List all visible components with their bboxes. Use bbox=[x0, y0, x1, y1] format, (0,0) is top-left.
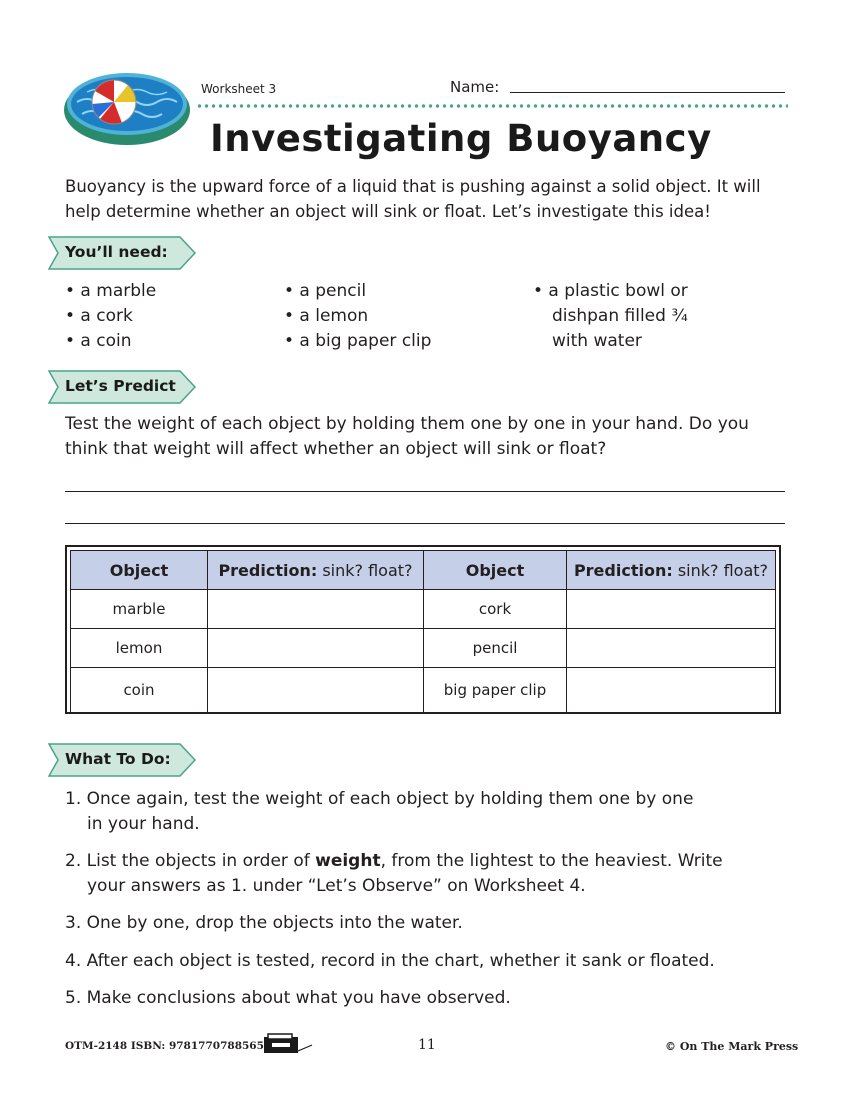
worksheet-label: Worksheet 3 bbox=[201, 82, 277, 96]
step-3: 3. One by one, drop the objects into the water. bbox=[65, 913, 463, 933]
step-5: 5. Make conclusions about what you have observed. bbox=[65, 988, 511, 1008]
step-4: 4. After each object is tested, record in the chart, whether it sank or floated. bbox=[65, 951, 715, 971]
table-row bbox=[71, 590, 776, 629]
list-item: • a big paper clip bbox=[284, 331, 432, 351]
intro-text: Buoyancy is the upward force of a liquid that is pushing against a solid object. It will help determine whether an object will sink or float. Let’s investigate this idea! bbox=[65, 177, 761, 221]
needs-tag-label: You’ll need: bbox=[65, 243, 168, 261]
table-row bbox=[71, 629, 776, 668]
prediction-table bbox=[65, 545, 781, 714]
needs-list-col1 bbox=[65, 279, 156, 354]
name-label: Name: bbox=[450, 78, 500, 96]
object-cell: big paper clip bbox=[424, 668, 567, 713]
needs-list-col3 bbox=[533, 279, 688, 354]
table-row bbox=[71, 668, 776, 713]
list-item: • a cork bbox=[65, 306, 133, 326]
footer-isbn: OTM-2148 ISBN: 9781770788565 bbox=[65, 1040, 264, 1052]
table-header-object: Object bbox=[71, 551, 208, 590]
todo-tag-label: What To Do: bbox=[65, 750, 171, 768]
predict-text: Test the weight of each object by holding them one by one in your hand. Do you think that weight will affect whether an object will sink or float? bbox=[65, 414, 749, 459]
step-2: 2. List the objects in order of weight, from the lightest to the heaviest. Write your answers as 1. under “Let’s Observe” on Worksheet 4. bbox=[65, 851, 723, 896]
dotted-divider bbox=[196, 104, 788, 108]
step-1: 1. Once again, test the weight of each object by holding them one by one in your hand. bbox=[65, 789, 694, 834]
todo-tag bbox=[48, 743, 198, 775]
prediction-cell[interactable] bbox=[567, 590, 776, 629]
predict-tag-label: Let’s Predict bbox=[65, 377, 176, 395]
predict-tag bbox=[48, 370, 198, 402]
list-item: • a marble bbox=[65, 281, 157, 301]
answer-line-1[interactable] bbox=[65, 491, 785, 492]
name-field[interactable] bbox=[510, 92, 785, 93]
answer-line-2[interactable] bbox=[65, 523, 785, 524]
page-title: Investigating Buoyancy bbox=[210, 117, 712, 160]
object-cell: marble bbox=[71, 590, 208, 629]
prediction-cell[interactable] bbox=[208, 629, 424, 668]
footer-publisher: © On The Mark Press bbox=[665, 1040, 799, 1053]
object-cell: coin bbox=[71, 668, 208, 713]
page-number: 11 bbox=[418, 1037, 436, 1053]
object-cell: lemon bbox=[71, 629, 208, 668]
list-item: • a pencil bbox=[284, 281, 367, 301]
list-item: • a coin bbox=[65, 331, 132, 351]
object-cell: pencil bbox=[424, 629, 567, 668]
beach-ball-pool-icon bbox=[62, 66, 192, 146]
table-header-prediction: Prediction: sink? float? bbox=[208, 551, 424, 590]
table-header-object-2: Object bbox=[424, 551, 567, 590]
needs-tag bbox=[48, 236, 198, 268]
prediction-cell[interactable] bbox=[567, 629, 776, 668]
prediction-cell[interactable] bbox=[567, 668, 776, 713]
prediction-cell[interactable] bbox=[208, 668, 424, 713]
book-icon bbox=[262, 1033, 314, 1055]
list-item: • a lemon bbox=[284, 306, 369, 326]
object-cell: cork bbox=[424, 590, 567, 629]
list-item: dishpan filled ¾ bbox=[552, 306, 688, 326]
list-item: with water bbox=[552, 331, 642, 351]
prediction-cell[interactable] bbox=[208, 590, 424, 629]
table-header-prediction-2: Prediction: sink? float? bbox=[567, 551, 776, 590]
needs-list-col2 bbox=[284, 279, 431, 354]
list-item: • a plastic bowl or bbox=[533, 281, 688, 301]
